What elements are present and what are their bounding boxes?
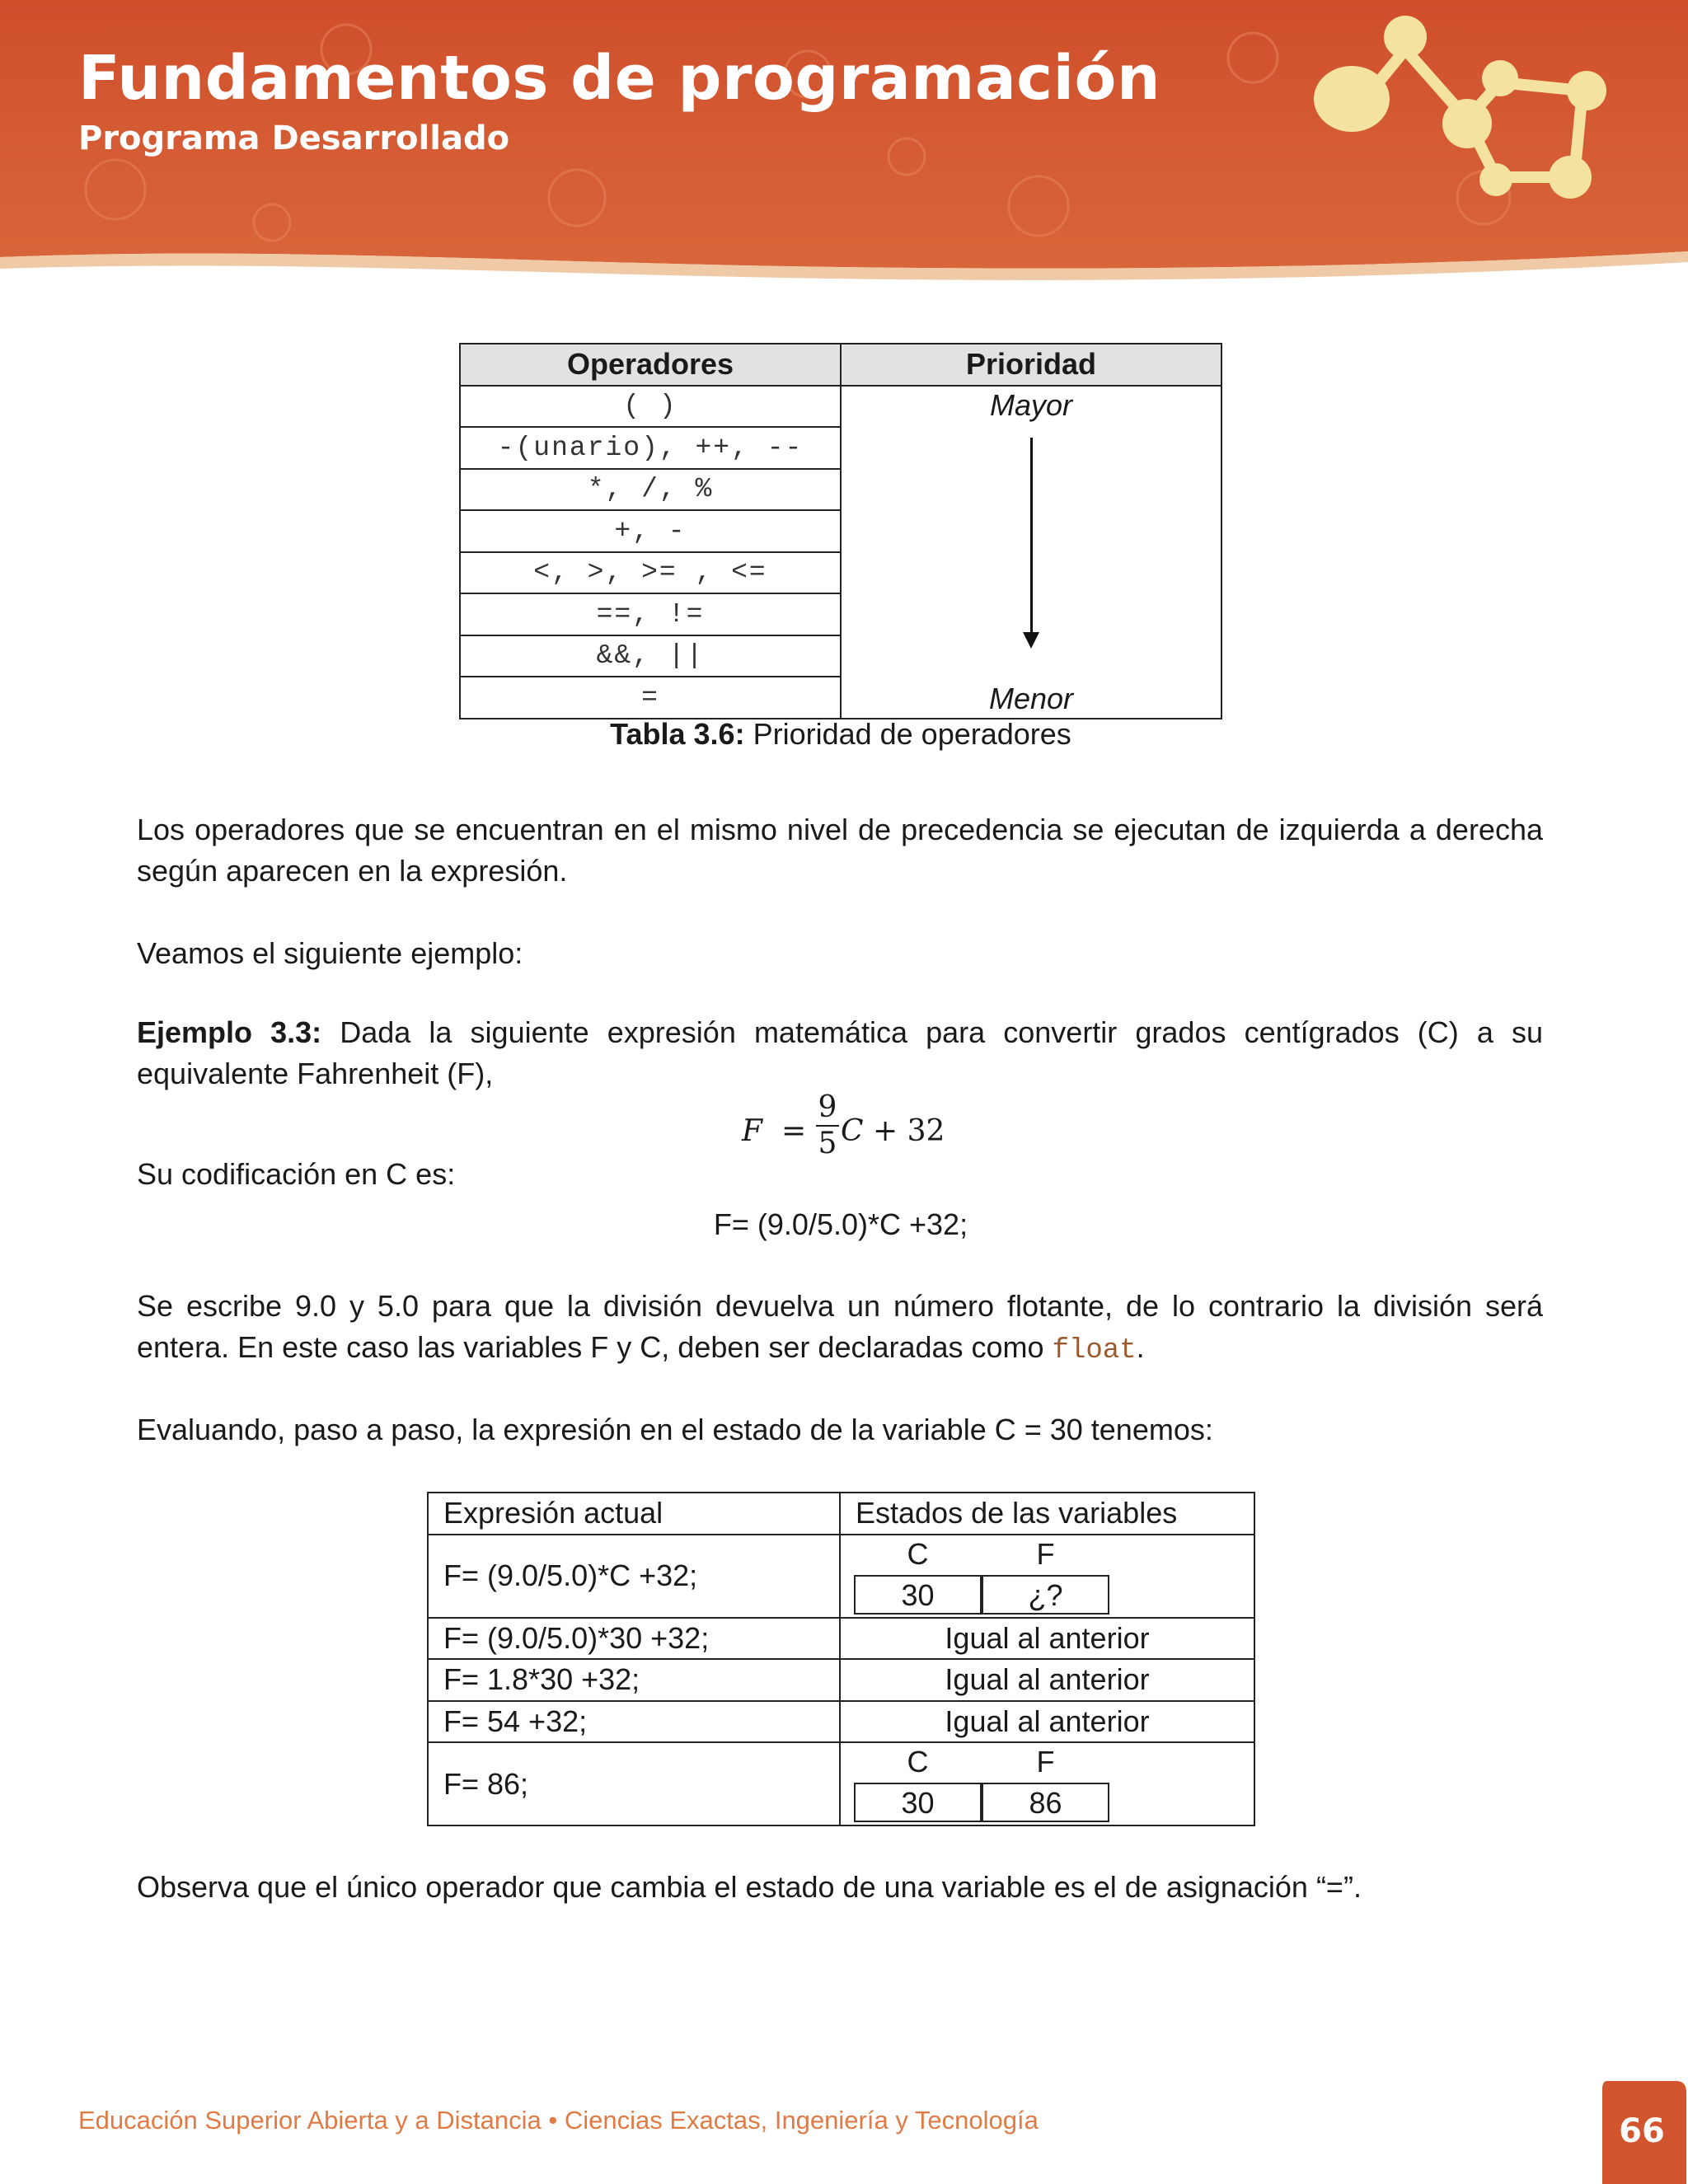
caption-text: Prioridad de operadores xyxy=(744,717,1071,751)
fraction-denominator: 5 xyxy=(818,1127,837,1160)
var-c-label: C xyxy=(907,1745,929,1779)
page-number: 66 xyxy=(1619,2112,1665,2150)
expression-cell: F= 86; xyxy=(428,1742,840,1825)
variable-boxes xyxy=(854,1535,1111,1618)
var-c-label: C xyxy=(907,1536,929,1571)
equation-constant: + 32 xyxy=(863,1114,945,1148)
table-caption xyxy=(0,717,1681,752)
var-f-value: ¿? xyxy=(982,1575,1109,1615)
equation-fraction xyxy=(816,1092,839,1160)
paragraph-example-3-3 xyxy=(137,1012,1543,1094)
priority-high-label: Mayor xyxy=(989,387,1073,422)
down-arrow-icon xyxy=(1030,438,1033,635)
operator-row: ( ) xyxy=(460,386,841,428)
code-line: F= (9.0/5.0)*C +32; xyxy=(713,1207,968,1241)
float-keyword: float xyxy=(1052,1335,1137,1366)
example-text: Dada la siguiente expresión matemática para convertir grados centígrados (C) a su equivalente Fahrenheit (F), xyxy=(137,1015,1544,1090)
expression-cell: F= (9.0/5.0)*30 +32; xyxy=(428,1618,840,1660)
expression-cell: F= 1.8*30 +32; xyxy=(428,1659,840,1701)
operator-priority-table xyxy=(459,343,1222,719)
operator-row: +, - xyxy=(460,510,841,552)
header-prioridad: Prioridad xyxy=(841,344,1221,386)
variable-state-cell: Igual al anterior xyxy=(840,1659,1254,1701)
variable-state-cell: Igual al anterior xyxy=(840,1701,1254,1743)
paragraph-example-intro: Veamos el siguiente ejemplo: xyxy=(137,936,523,970)
operator-row: = xyxy=(460,677,841,719)
evaluation-table xyxy=(427,1492,1255,1826)
equation-equals: = xyxy=(781,1114,807,1148)
variable-state-cell: Igual al anterior xyxy=(840,1618,1254,1660)
operator-row: -(unario), ++, -- xyxy=(460,427,841,469)
operator-row: ==, != xyxy=(460,593,841,635)
paragraph-precedence: Los operadores que se encuentran en el mismo nivel de precedencia se ejecutan de izquierda a derecha según aparecen en la expresión. xyxy=(137,813,1543,888)
var-f-value: 86 xyxy=(982,1783,1109,1822)
priority-low-label: Menor xyxy=(988,681,1074,715)
operator-row: <, >, >= , <= xyxy=(460,552,841,594)
var-f-label: F xyxy=(1036,1745,1055,1779)
paragraph-codification: Su codificación en C es: xyxy=(137,1157,456,1191)
header-variable-states: Estados de las variables xyxy=(840,1493,1254,1535)
header-expression: Expresión actual xyxy=(428,1493,840,1535)
priority-column xyxy=(841,386,1221,719)
header-banner xyxy=(0,0,1688,297)
variable-state-cell xyxy=(840,1742,1254,1825)
equation-variable: C xyxy=(841,1114,864,1148)
paragraph-evaluating: Evaluando, paso a paso, la expresión en el estado de la variable C = 30 tenemos: xyxy=(137,1413,1213,1446)
paragraph-float xyxy=(137,1286,1543,1371)
var-c-value: 30 xyxy=(854,1783,982,1822)
footer-text: Educación Superior Abierta y a Distancia • Ciencias Exactas, Ingeniería y Tecnología xyxy=(78,2106,1039,2135)
expression-cell: F= (9.0/5.0)*C +32; xyxy=(428,1535,840,1618)
document-subtitle: Programa Desarrollado xyxy=(78,120,510,157)
variable-state-cell xyxy=(840,1535,1254,1618)
header-operadores: Operadores xyxy=(460,344,841,386)
paragraph-assignment: Observa que el único operador que cambia el estado de una variable es el de asignación “=”. xyxy=(137,1870,1362,1904)
var-f-label: F xyxy=(1036,1536,1055,1571)
caption-label: Tabla 3.6: xyxy=(610,717,745,751)
example-label: Ejemplo 3.3: xyxy=(137,1015,322,1049)
equation-rhs xyxy=(841,1114,945,1148)
float-end: . xyxy=(1136,1330,1145,1364)
float-text: Se escribe 9.0 y 5.0 para que la división devuelva un número flotante, de lo contrario la división será entera. En este caso las variables F y C, deben ser declaradas como xyxy=(137,1289,1543,1364)
fraction-numerator: 9 xyxy=(818,1090,837,1124)
variable-boxes xyxy=(854,1743,1111,1825)
document-title: Fundamentos de programación xyxy=(78,43,1161,114)
var-c-value: 30 xyxy=(854,1575,982,1615)
equation-lhs: F xyxy=(742,1114,762,1148)
operator-row: &&, || xyxy=(460,635,841,677)
operator-row: *, /, % xyxy=(460,469,841,511)
expression-cell: F= 54 +32; xyxy=(428,1701,840,1743)
